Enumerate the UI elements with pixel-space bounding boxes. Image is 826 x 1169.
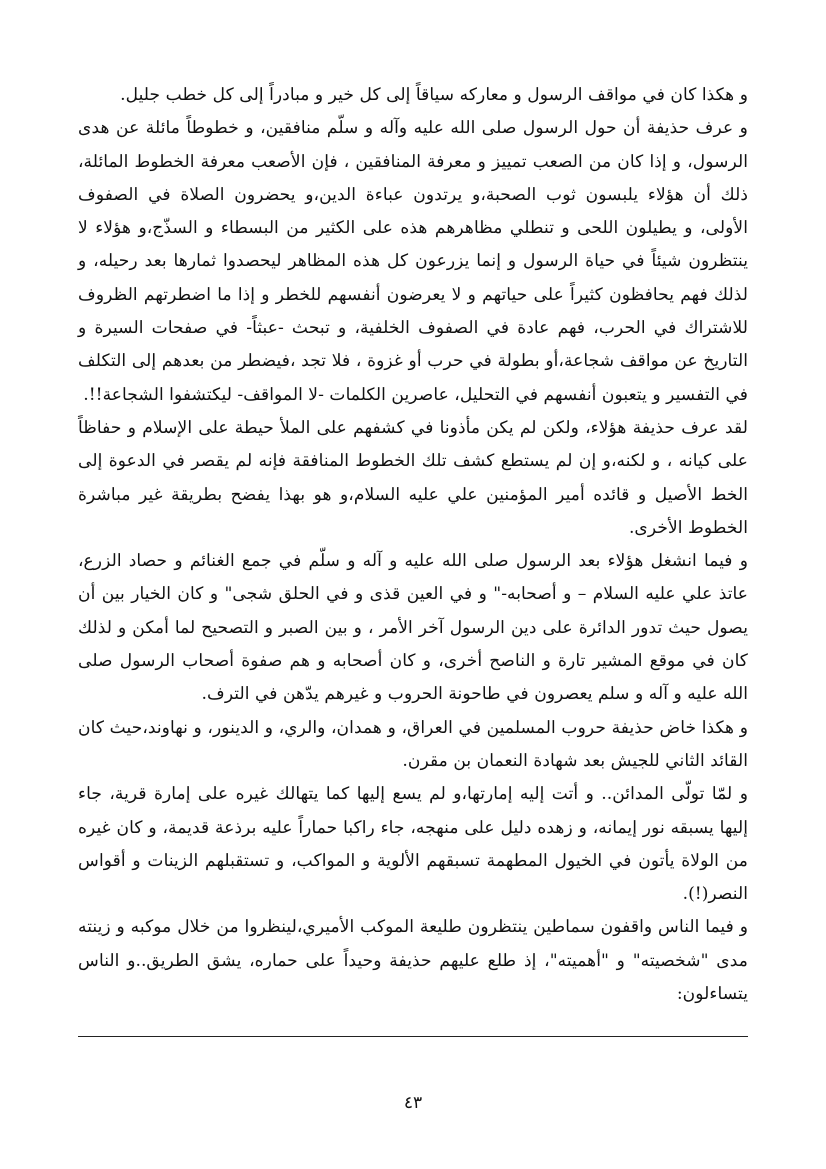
footnote-divider bbox=[78, 1036, 748, 1037]
paragraph-4: و فيما انشغل هؤلاء بعد الرسول صلى الله عليه و آله و سلّم في جمع الغنائم و حصاد الزرع، عاتذ علي عليه السلام – و أصحابه-" و في العين قذى و في الحلق شجى" و كان الخيار بين أن يصول حيث تدور الدائرة على دين الرسول آخر الأمر ، و بين الصبر و التصحيح لما أمكن و لذلك كان في موقع المشير تارة و الناصح أخرى، و كان أصحابه و هم صفوة أصحاب الرسول صلى الله عليه و آله و سلم يعصرون في طاحونة الحروب و غيرهم يدّهن في الترف. bbox=[78, 551, 748, 705]
paragraph-3: لقد عرف حذيفة هؤلاء، ولكن لم يكن مأذونا في كشفهم على الملأ حيطة على الإسلام و حفاظاً على كيانه ، و لكنه،و إن لم يستطع كشف تلك الخطوط المنافقة فإنه لم يقصر في الدعوة إلى الخط الأصيل و قائده أمير المؤمنين علي عليه السلام،و هو بهذا يفضح بطريقة غير مباشرة الخطوط الأخرى. bbox=[78, 417, 748, 538]
page-number: ٤٣ bbox=[403, 1093, 423, 1113]
paragraph-1: و هكذا كان في مواقف الرسول و معاركه سياقاً إلى كل خير و مبادراً إلى كل خطب جليل. bbox=[120, 85, 748, 105]
paragraph-5: و هكذا خاض حذيفة حروب المسلمين في العراق، و همدان، والري، و الدينور، و نهاوند،حيث كان القائد الثاني للجيش بعد شهادة النعمان بن مقرن. bbox=[78, 717, 748, 771]
paragraph-2: و عرف حذيفة أن حول الرسول صلى الله عليه وآله و سلّم منافقين، و خطوطاً مائلة عن هدى الرسول، و إذا كان من الصعب تمييز و معرفة المنافقين ، فإن الأصعب معرفة الخطوط المائلة، ذلك أن هؤلاء يلبسون ثوب الصحبة،و يرتدون عباءة الدين،و يحضرون الصلاة في الصفوف الأولى، و يطيلون اللحى و تنطلي مظاهرهم هذه على الكثير من البسطاء و السذّج،و هؤلاء لا ينتظرون شيئاً في حياة الرسول و إنما يزرعون كل هذه المظاهر ليحصدوا ثمارها بعد رحيله، و لذلك فهم يحافظون كثيراً على حياتهم و لا يعرضون أنفسهم للخطر و إذا ما اضطرتهم الظروف للاشتراك في الحرب، فهم عادة في الصفوف الخلفية، و تبحث -عبثاً- في صفحات السيرة و التاريخ عن مواقف شجاعة،أو بطولة في حرب أو غزوة ، فلا تجد ،فيضطر من بعدهم إلى التكلف في التفسير و يتعبون أنفسهم في التحليل، عاصرين الكلمات -لا المواقف- ليكتشفوا الشجاعة!!. bbox=[78, 118, 748, 405]
paragraph-7: و فيما الناس واقفون سماطين ينتظرون طليعة الموكب الأميري،لينظروا من خلال موكبه و زينته مدى "شخصيته" و "أهميته"، إذ طلع عليهم حذيفة وحيداً على حماره، يشق الطريق..و الناس يتساءلون: bbox=[78, 917, 748, 1005]
page-body bbox=[78, 79, 748, 1011]
paragraph-6: و لمّا تولّى المدائن.. و أتت إليه إمارتها،و لم يسع إليها كما يتهالك غيره على إمارة قرية، جاء إليها يسبقه نور إيمانه، و زهده دليل على منهجه، جاء راكبا حماراً عليه برذعة قديمة، و كان غيره من الولاة يأتون في الخيول المطهمة تسبقهم الألوية و المواكب، و تستقبلهم الزينات و أقواس النصر(!). bbox=[78, 784, 748, 905]
